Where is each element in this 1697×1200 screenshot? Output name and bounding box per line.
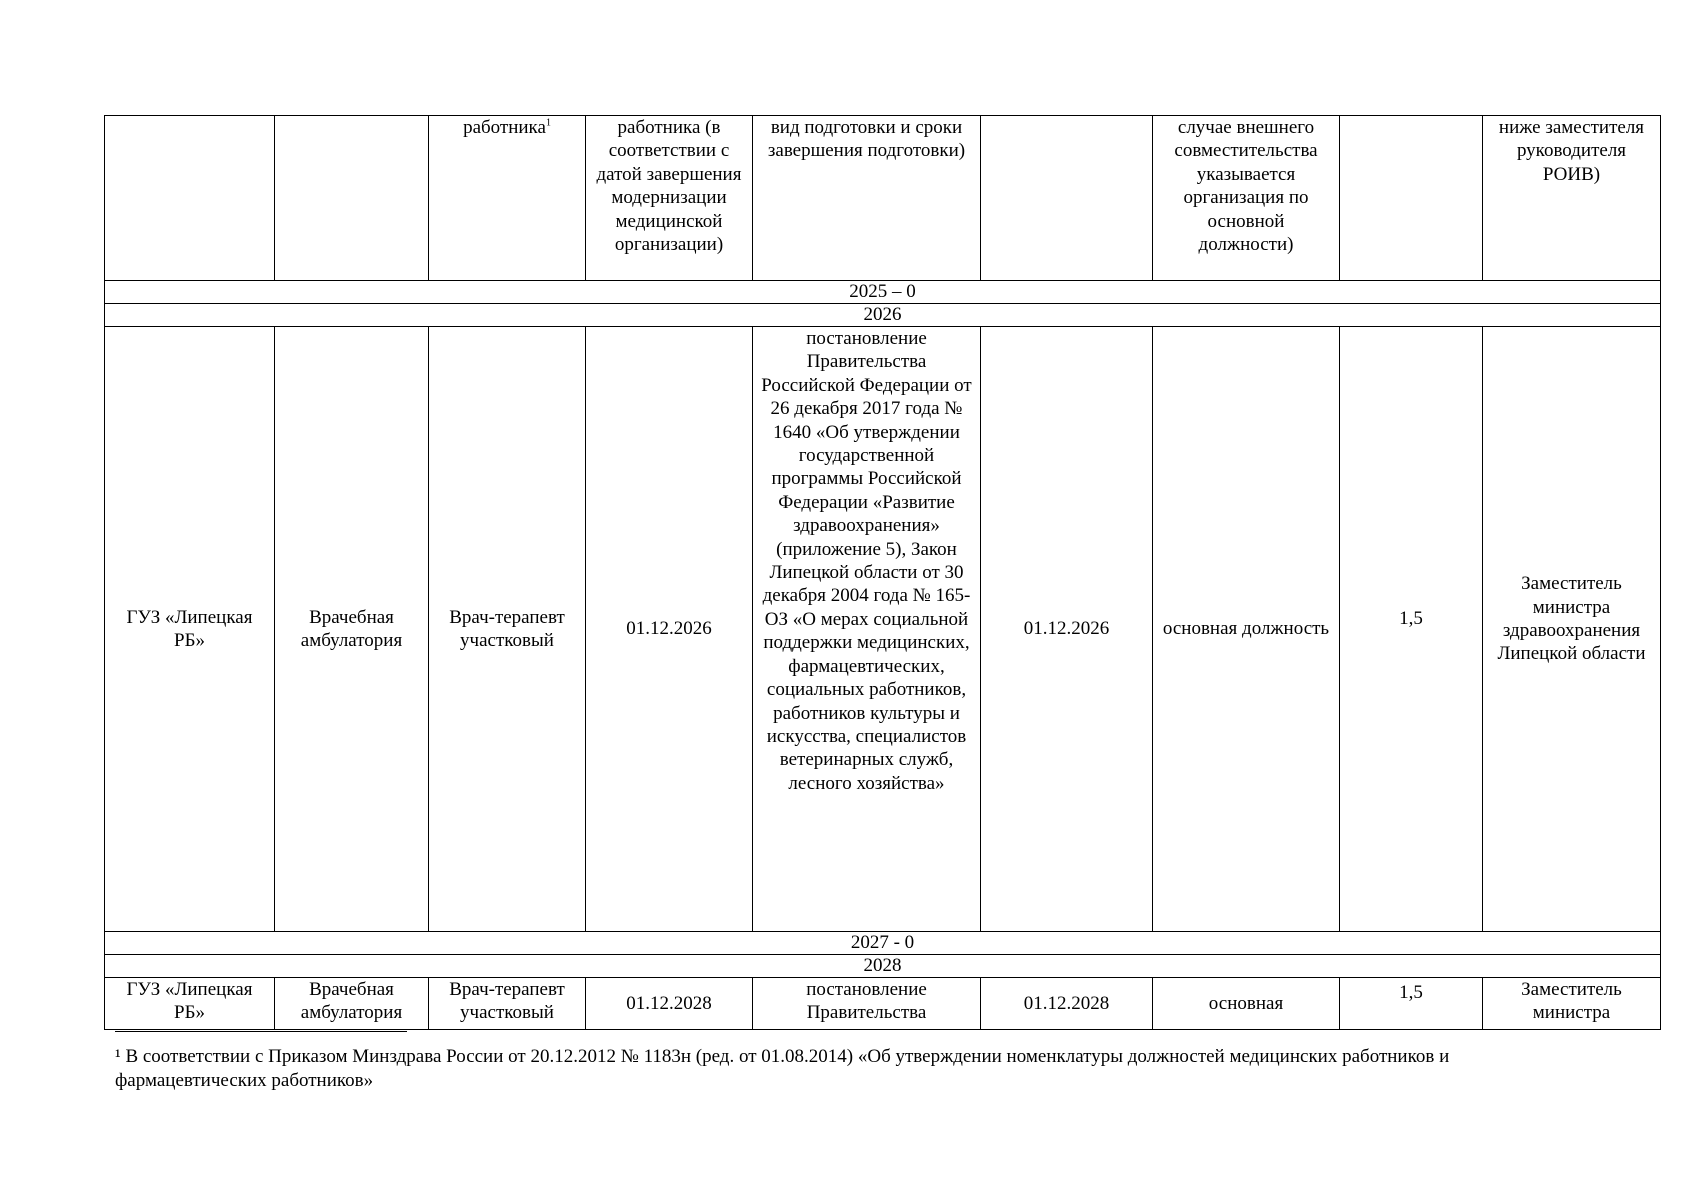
cell-subdivision: Врачебная амбулатория: [275, 327, 429, 932]
header-cell-subdivision: [275, 116, 429, 281]
footnote-separator: [115, 1031, 407, 1032]
cell-hire-date: 01.12.2028: [981, 978, 1153, 1030]
cell-position: Врач-терапевт участковый: [429, 978, 586, 1030]
table-header-row: [105, 116, 1661, 281]
footnote-text: ¹ В соответствии с Приказом Минздрава России от 20.12.2012 № 1183н (ред. от 01.08.2014) «Об утверждении номенклатуры должностей медицинских работников и фармацевтических работников»: [115, 1046, 1450, 1091]
header-cell-responsible: ниже заместителя руководителя РОИВ): [1483, 116, 1661, 281]
cell-position: Врач-терапевт участковый: [429, 327, 586, 932]
header-cell-employment-type: случае внешнего совместительства указывается организация по основной должности): [1153, 116, 1340, 281]
table-row-2026: [105, 327, 1661, 932]
year-row-2026: [105, 304, 1661, 327]
header-cell-rate: [1340, 116, 1483, 281]
cell-organization: ГУЗ «Липецкая РБ»: [105, 327, 275, 932]
cell-rate: 1,5: [1340, 327, 1483, 932]
year-label-2025: 2025 – 0: [105, 281, 1661, 304]
year-row-2028: [105, 955, 1661, 978]
header-cell-organization: [105, 116, 275, 281]
cell-employment-type: основная: [1153, 978, 1340, 1030]
header-position-text: работника: [463, 117, 546, 138]
header-cell-training: вид подготовки и сроки завершения подготовки): [753, 116, 981, 281]
cell-legal-basis: постановление Правительства Российской Федерации от 26 декабря 2017 года № 1640 «Об утверждении государственной программы Российской Федерации «Развитие здравоохранения» (приложение 5), Закон Липецкой области от 30 декабря 2004 года № 165-ОЗ «О мерах социальной поддержки медицинских, фармацевтических, социальных работников, работников культуры и искусства, специалистов ветеринарных служб, лесного хозяйства»: [753, 327, 981, 932]
cell-organization: ГУЗ «Липецкая РБ»: [105, 978, 275, 1030]
staffing-table: [104, 115, 1661, 1030]
cell-responsible: Заместитель министра здравоохранения Липецкой области: [1483, 327, 1661, 932]
header-cell-position: [429, 116, 586, 281]
year-label-2028: 2028: [105, 955, 1661, 978]
cell-subdivision: Врачебная амбулатория: [275, 978, 429, 1030]
cell-responsible: Заместитель министра: [1483, 978, 1661, 1030]
cell-employment-type: основная должность: [1153, 327, 1340, 932]
cell-hire-date: 01.12.2026: [981, 327, 1153, 932]
cell-rate: 1,5: [1340, 978, 1483, 1030]
table-row-2028: [105, 978, 1661, 1030]
cell-modernization-date: 01.12.2026: [586, 327, 753, 932]
year-row-2025: [105, 281, 1661, 304]
cell-legal-basis: постановление Правительства: [753, 978, 981, 1030]
cell-modernization-date: 01.12.2028: [586, 978, 753, 1030]
header-cell-modernization-date: работника (в соответствии с датой завершения модернизации медицинской организации): [586, 116, 753, 281]
year-row-2027: [105, 932, 1661, 955]
header-cell-hire-date: [981, 116, 1153, 281]
year-label-2026: 2026: [105, 304, 1661, 327]
year-label-2027: 2027 - 0: [105, 932, 1661, 955]
footnote-mark: 1: [545, 117, 551, 129]
